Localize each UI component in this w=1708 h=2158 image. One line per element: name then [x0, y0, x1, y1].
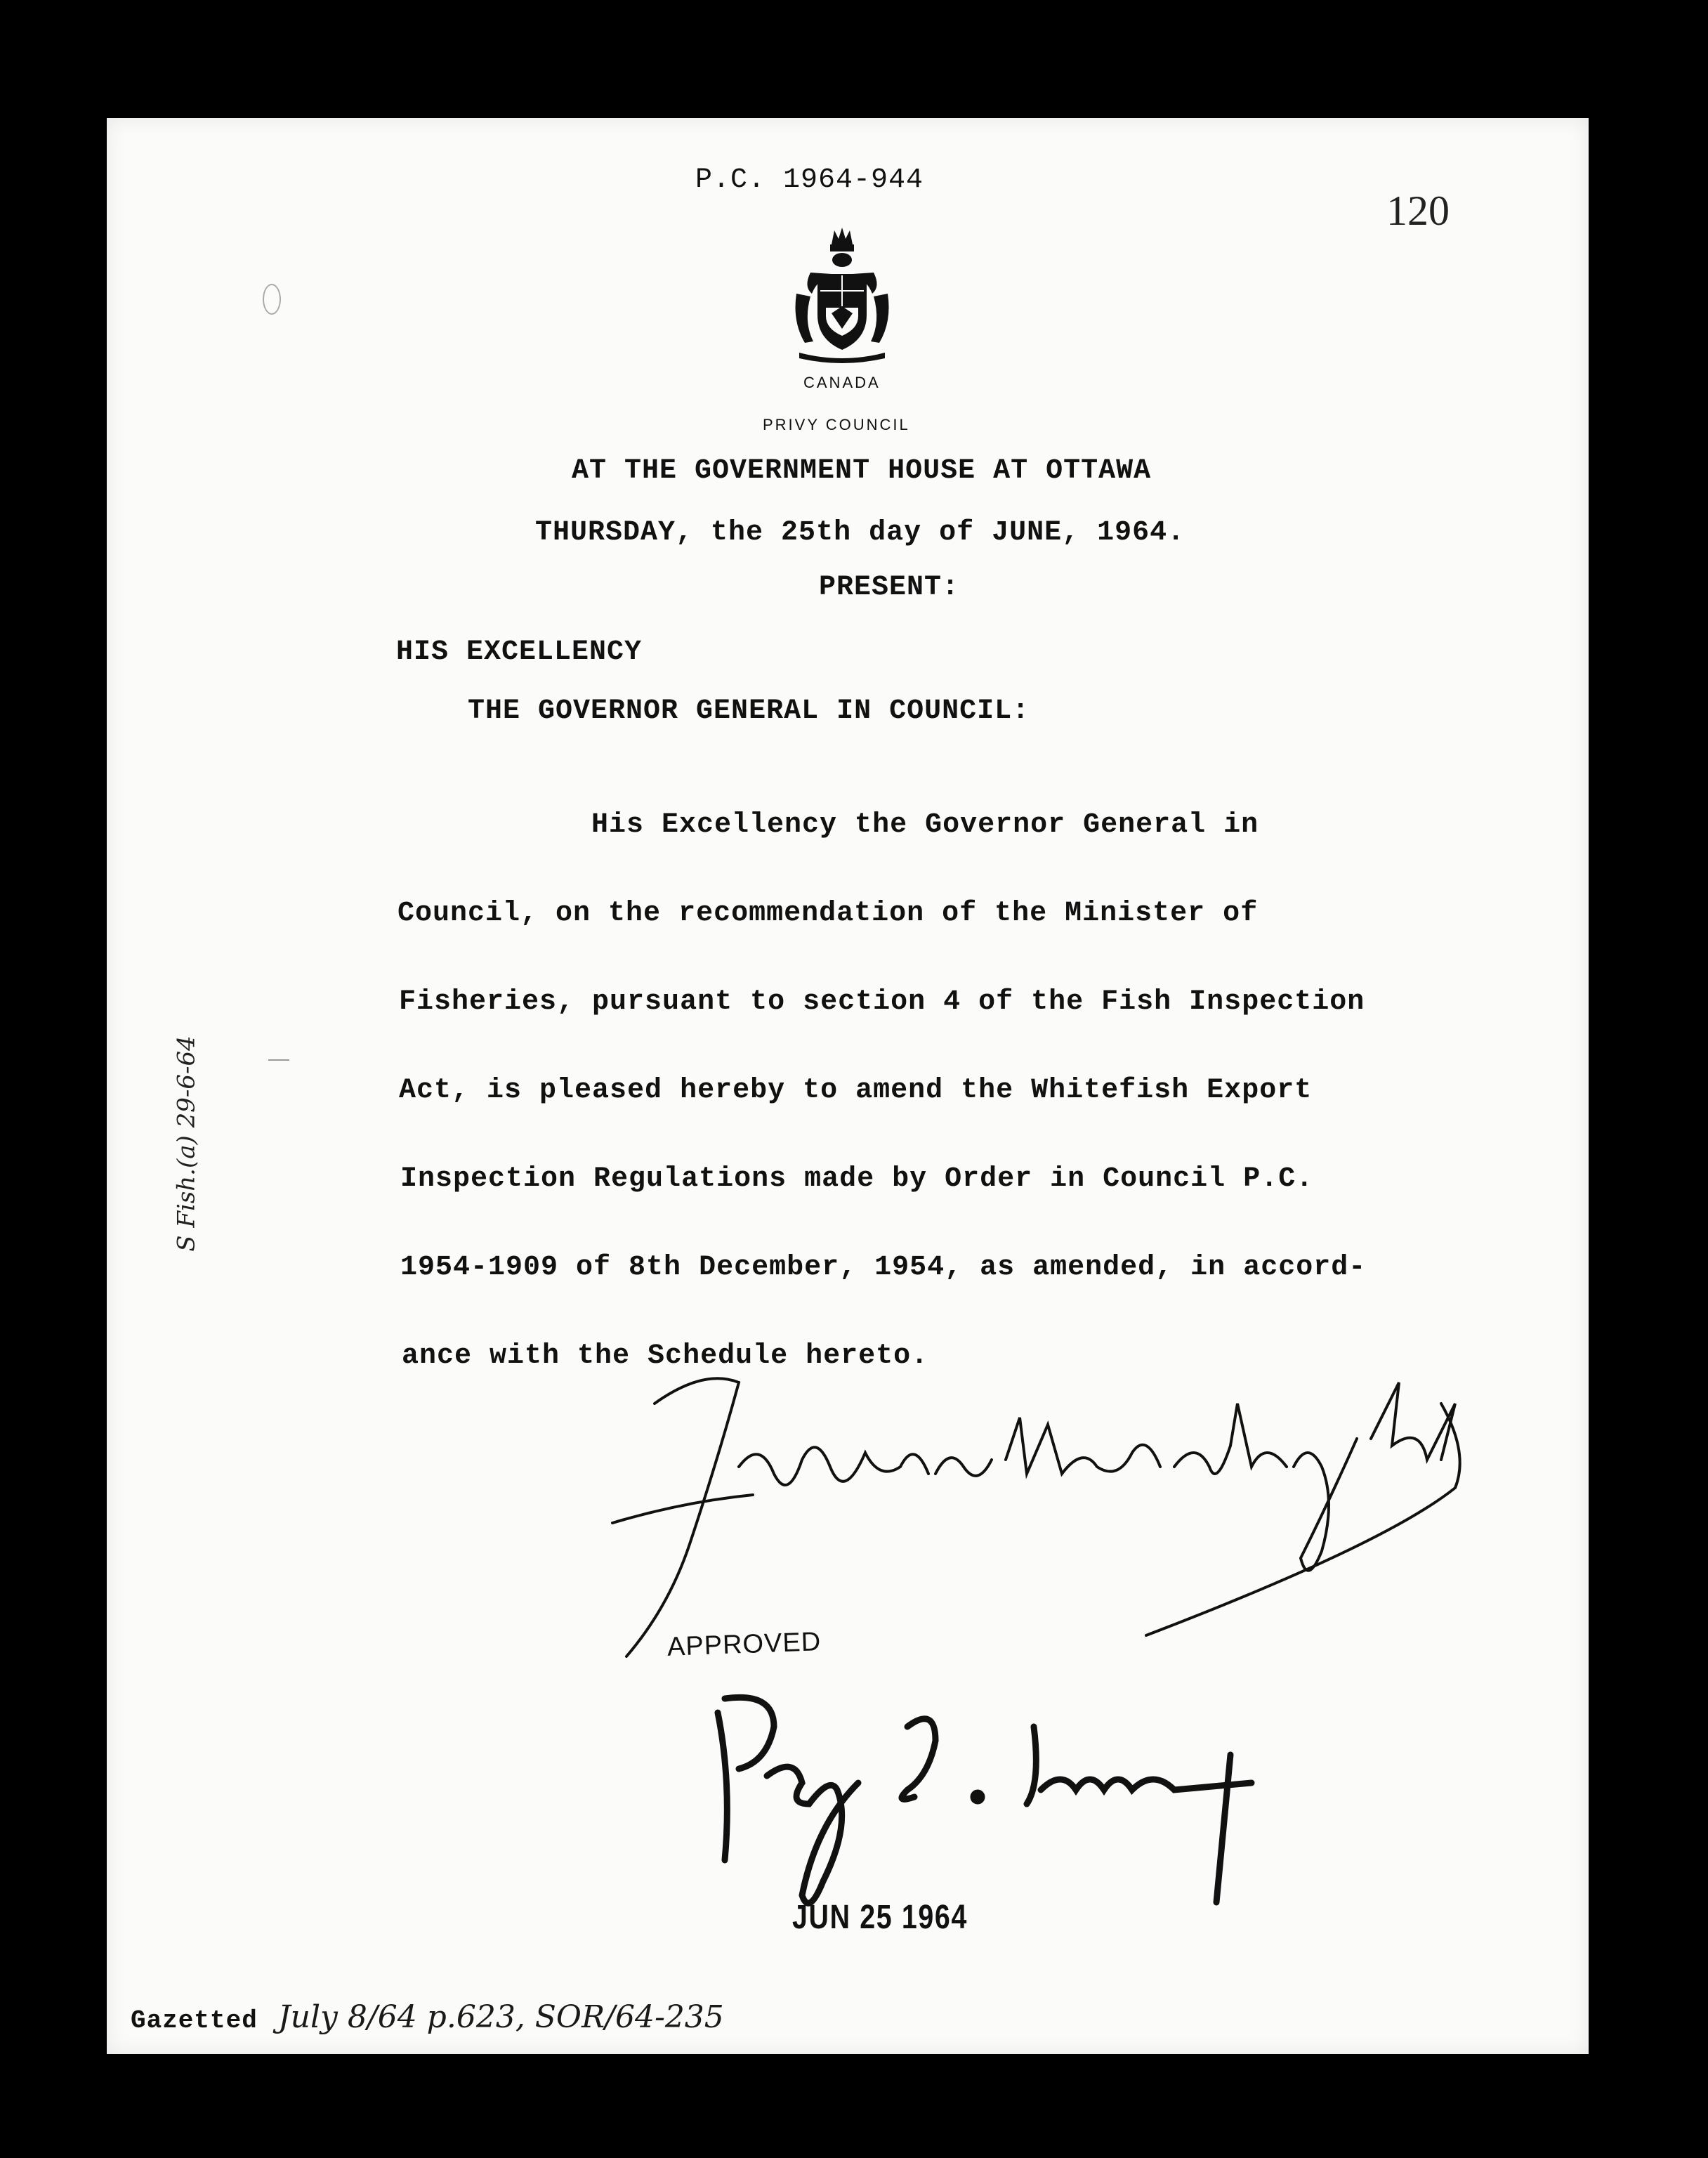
pc-number: P.C. 1964-944 — [695, 164, 924, 196]
body-line: Fisheries, pursuant to section 4 of the Fish Inspection — [399, 986, 1365, 1018]
body-line: ance with the Schedule hereto. — [402, 1340, 929, 1372]
crest-label-canada: CANADA — [803, 374, 881, 391]
clerk-signature — [598, 1361, 1582, 1713]
body-line: 1954-1909 of 8th December, 1954, as amended, in accord- — [400, 1252, 1367, 1283]
body-line: His Excellency the Governor General in — [591, 809, 1259, 841]
address-line-2: THE GOVERNOR GENERAL IN COUNCIL: — [468, 695, 1030, 727]
document-page — [107, 118, 1589, 2054]
gazetted-label: Gazetted — [131, 2006, 258, 2035]
approval-date-stamp: JUN 25 1964 — [792, 1899, 968, 1936]
place-heading: AT THE GOVERNMENT HOUSE AT OTTAWA — [572, 455, 1152, 487]
page-number: 120 — [1386, 188, 1450, 234]
governor-general-signature — [697, 1685, 1273, 1937]
date-heading: THURSDAY, the 25th day of JUNE, 1964. — [535, 517, 1185, 549]
body-line: Act, is pleased hereby to amend the Whitefish Export — [399, 1075, 1313, 1106]
paper-scratch — [268, 1059, 289, 1061]
body-line: Council, on the recommendation of the Minister of — [398, 898, 1259, 929]
approved-label: APPROVED — [666, 1627, 822, 1662]
address-line-1: HIS EXCELLENCY — [396, 636, 643, 668]
crest-label-privy-council: PRIVY COUNCIL — [763, 416, 910, 433]
gazetted-note: July 8/64 p.623, SOR/64-235 — [278, 1999, 724, 2035]
coat-of-arms-icon — [789, 223, 895, 364]
paper-mark — [263, 284, 281, 315]
margin-note: S Fish.(a) 29-6-64 — [172, 1035, 201, 1252]
body-line: Inspection Regulations made by Order in Council P.C. — [400, 1163, 1314, 1195]
present-label: PRESENT: — [819, 572, 960, 603]
